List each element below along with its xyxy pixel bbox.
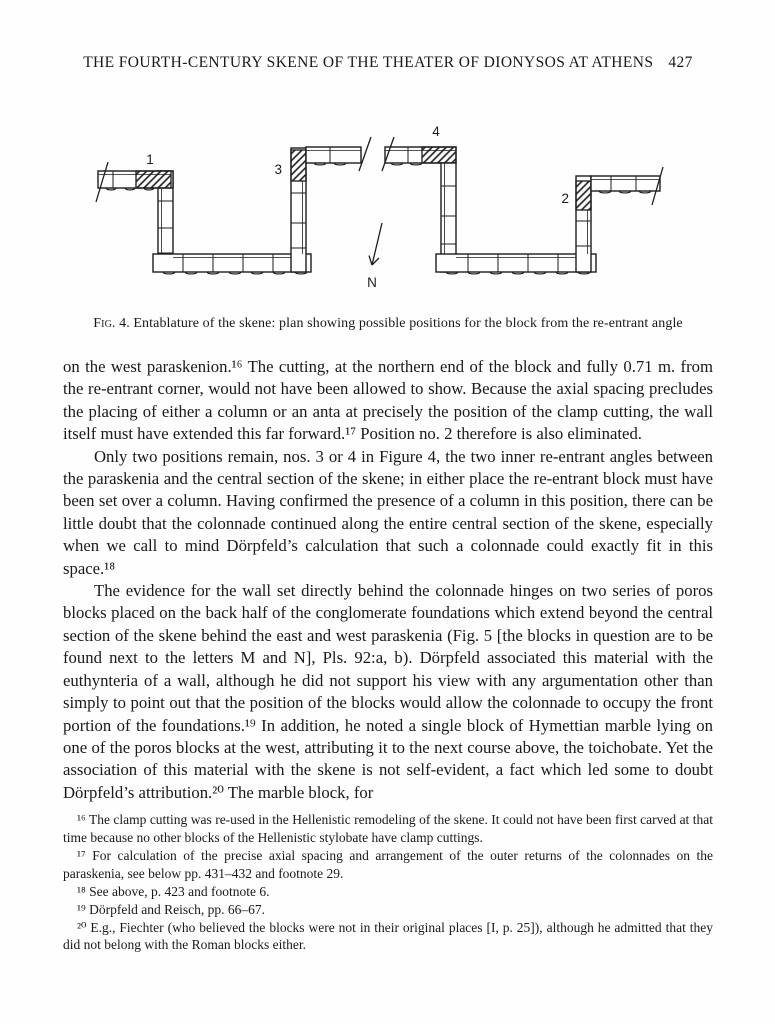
footnote: ¹⁸ See above, p. 423 and footnote 6. (77, 883, 270, 899)
block-position-2 (576, 181, 591, 210)
figure-4 (63, 116, 713, 332)
body-paragraph: Only two positions remain, nos. 3 or 4 in Figure 4, the two inner re-entrant angles between the paraskenia and the central section of the skene; in either place the re-entrant block must have been set over a column. Having confirmed the presence of a column in this position, there can be little doubt that the colonnade continued along the entire central section of the skene, especially when we call to mind Dörpfeld’s calculation that such a colonnade could exactly fit in this space.¹⁸ (63, 446, 713, 578)
block-position-1 (136, 171, 171, 188)
central-north-wall (306, 137, 456, 171)
running-head (63, 54, 713, 72)
block-position-3 (291, 150, 306, 181)
block-position-4 (422, 147, 456, 163)
footnote: ¹⁷ For calculation of the precise axial spacing and arrangement of the outer returns of the colonnades on the paraskenia, see below pp. 431–432 and footnote 29. (63, 847, 713, 881)
east-paraskenion-walls (436, 163, 663, 274)
figure-caption-text: Entablature of the skene: plan showing possible positions for the block from the re-entrant angle (133, 316, 683, 331)
footnote: ¹⁶ The clamp cutting was re-used in the Hellenistic remodeling of the skene. It could not have been first carved at that time because no other blocks of the Hellenistic stylobate have clamp cuttings. (63, 812, 713, 846)
figure-label-1: 1 (146, 152, 154, 167)
entablature-plan-drawing (78, 116, 698, 304)
running-head-title: THE FOURTH-CENTURY SKENE OF THE THEATER OF DIONYSOS AT ATHENS (83, 54, 654, 71)
footnote: ¹⁹ Dörpfeld and Reisch, pp. 66–67. (77, 901, 265, 917)
figure-label-4: 4 (432, 124, 440, 139)
north-arrow-icon (369, 223, 382, 265)
body-paragraph: on the west paraskenion.¹⁶ The cutting, at the northern end of the block and fully 0.71 m. from the re-entrant corner, would not have been allowed to show. Because the axial spacing precludes the placing of either a column or an anta at precisely the position of the clamp cutting, the wall itself must have extended this far forward.¹⁷ Position no. 2 therefore is also eliminated. (63, 357, 713, 444)
figure-label-3: 3 (274, 162, 282, 177)
body-paragraph: The evidence for the wall set directly behind the colonnade hinges on two series of poros blocks placed on the back half of the conglomerate foundations which extend beyond the central section of the skene behind the east and west paraskenia (Fig. 5 [the blocks in question are to be found next to the letters M and N], Pls. 92:a, b). Dörpfeld associated this material with the euthynteria of a wall, although he did not support his view with any argumentation other than simply to point out that the position of the blocks would allow the colonnade to occupy the front portion of the foundations.¹⁹ In addition, he noted a single block of Hymettian marble lying on one of the poros blocks at the west, attributing it to the next course above, the toichobate. Yet the association of this material with the skene is not self-evident, a fact which led some to doubt Dörpfeld’s attribution.²⁰ The marble block, for (63, 581, 713, 802)
figure-caption-number: Fig. 4. (93, 316, 130, 331)
page-number: 427 (668, 54, 693, 71)
figure-caption (63, 316, 713, 332)
footnote: ²⁰ E.g., Fiechter (who believed the blocks were not in their original places [I, p. 25]), although he admitted that they did not belong with the Roman blocks either. (63, 919, 713, 953)
figure-label-2: 2 (561, 191, 569, 206)
north-label: N (367, 275, 377, 290)
article-body (63, 356, 713, 804)
footnotes-section (63, 811, 713, 954)
